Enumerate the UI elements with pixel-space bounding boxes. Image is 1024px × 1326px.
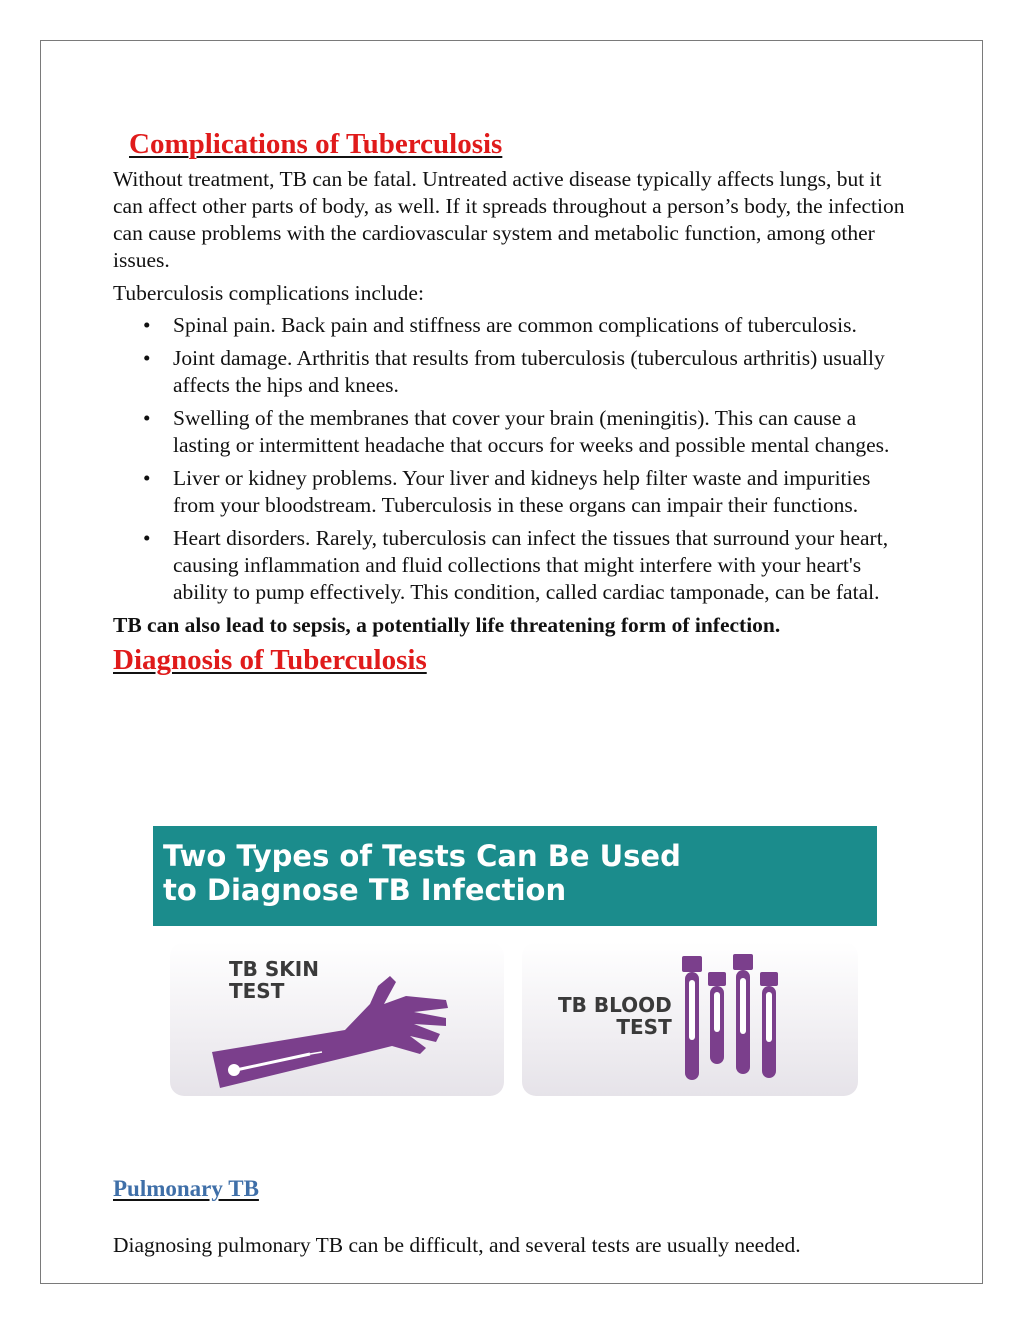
diagnosis-heading: Diagnosis of Tuberculosis — [113, 644, 427, 676]
list-item-text: Spinal pain. Back pain and stiffness are common complications of tuberculosis. — [173, 313, 857, 337]
list-item — [143, 405, 913, 459]
figure-title-line-1: Two Types of Tests Can Be Used — [163, 839, 681, 873]
pulmonary-text: Diagnosing pulmonary TB can be difficult, and several tests are usually needed. — [113, 1233, 801, 1257]
bullet-icon: • — [143, 406, 151, 430]
list-item-text: Heart disorders. Rarely, tuberculosis can infect the tissues that surround your heart, causing inflammation and fluid collections that might interfere with your heart's ability to pump effectively. This condition, called cardiac tamponade, can be fatal. — [173, 526, 889, 604]
list-item — [143, 525, 913, 606]
blood-test-label-line-2: TEST — [616, 1015, 672, 1039]
pulmonary-heading: Pulmonary TB — [113, 1176, 259, 1201]
complications-heading: Complications of Tuberculosis — [129, 128, 503, 160]
document-body — [113, 125, 913, 679]
list-item-text: Liver or kidney problems. Your liver and kidneys help filter waste and impurities from your bloodstream. Tuberculosis in these organs can impair their functions. — [173, 466, 871, 517]
figure-title-line-2: to Diagnose TB Infection — [163, 873, 567, 907]
list-item — [143, 465, 913, 519]
list-item-text: Joint damage. Arthritis that results from tuberculosis (tuberculous arthritis) usually affects the hips and knees. — [173, 346, 885, 397]
skin-test-card — [170, 942, 504, 1096]
arm-syringe-icon — [170, 942, 504, 1096]
blood-tubes-icon — [522, 942, 858, 1096]
bullet-icon: • — [143, 466, 151, 490]
list-item — [143, 345, 913, 399]
complications-list — [113, 312, 913, 606]
tb-tests-figure — [153, 826, 877, 1106]
blood-test-label-line-1: TB BLOOD — [558, 993, 672, 1017]
blood-test-card — [522, 942, 858, 1096]
list-item — [143, 312, 913, 339]
sepsis-note: TB can also lead to sepsis, a potentially life threatening form of infection. — [113, 613, 781, 637]
skin-test-label-line-1: TB SKIN — [229, 957, 319, 981]
figure-title — [163, 839, 681, 907]
complications-lead: Tuberculosis complications include: — [113, 281, 424, 305]
complications-intro: Without treatment, TB can be fatal. Untreated active disease typically affects lungs, but it can affect other parts of body, as well. If it spreads throughout a person’s body, the infection can cause problems with the cardiovascular system and metabolic function, among other issues. — [113, 167, 905, 272]
list-item-text: Swelling of the membranes that cover your brain (meningitis). This can cause a lasting or intermittent headache that occurs for weeks and possible mental changes. — [173, 406, 890, 457]
skin-test-label-line-2: TEST — [229, 979, 285, 1003]
bullet-icon: • — [143, 526, 151, 550]
bullet-icon: • — [143, 313, 151, 337]
bullet-icon: • — [143, 346, 151, 370]
figure-banner — [153, 826, 877, 926]
